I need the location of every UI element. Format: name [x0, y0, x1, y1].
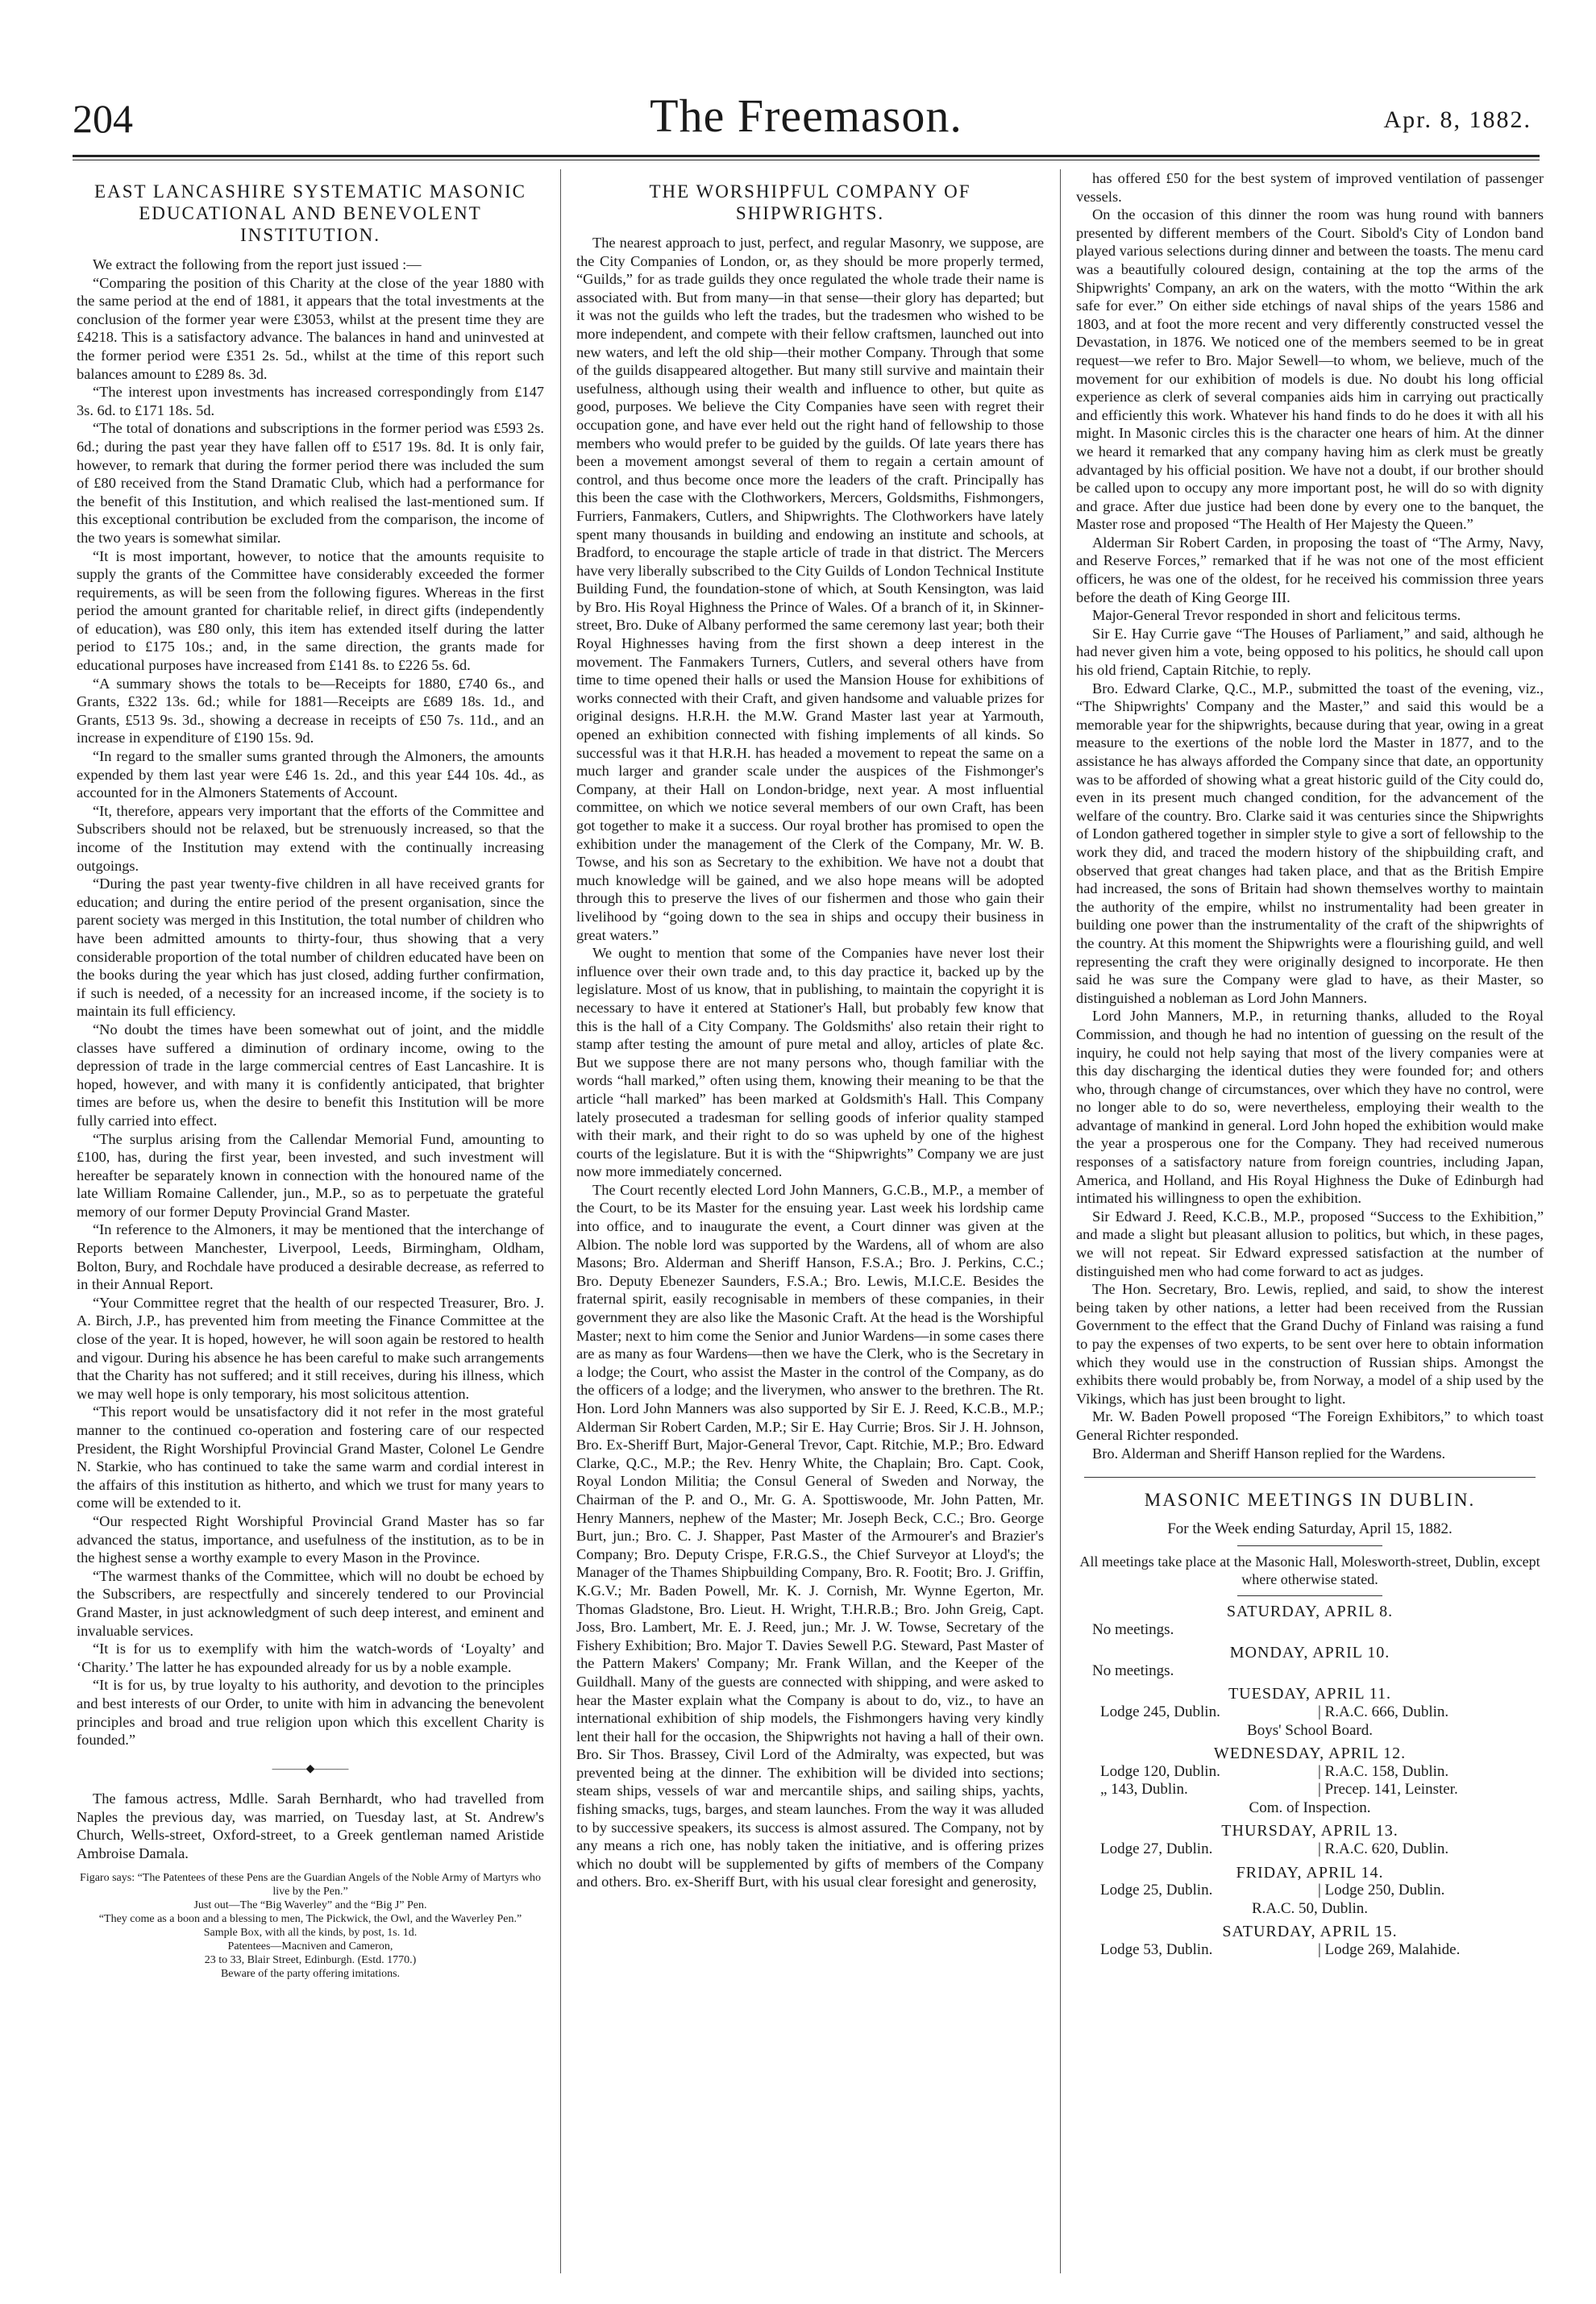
paragraph: Bro. Alderman and Sheriff Hanson replied for the Wardens. [1092, 1445, 1446, 1462]
dublin-meetings-list [1076, 1603, 1544, 1960]
column-3 [1076, 169, 1544, 2273]
meeting-right: | Precep. 141, Leinster. [1318, 1781, 1458, 1799]
meeting-day: MONDAY, APRIL 10. [1229, 1644, 1390, 1662]
article-body [77, 256, 544, 1749]
column-2 [576, 169, 1044, 2273]
paragraph: We extract the following from the report just issued :— [93, 256, 422, 272]
meeting-left: Lodge 245, Dublin. [1100, 1703, 1220, 1720]
paragraph: Beware of the party offering imitations. [220, 1967, 401, 1980]
paragraph: “The surplus arising from the Callendar Memorial Fund, amounting to £100, has, during the first year, been invested, and such investment will hereafter be separately known in connection with the honoured name of the late William Romaine Callender, jun., M.P., so as to perpetuate the grateful memory of our former Deputy Provincial Grand Master. [77, 1130, 544, 1220]
paragraph: Alderman Sir Robert Carden, in proposing the toast of “The Army, Navy, and Reserve Forces,” remarked that if he was not one of the most efficient officers, he was one of the oldest, for he received his commission three years before the death of King George III. [1076, 534, 1544, 605]
meeting-day: TUESDAY, APRIL 11. [1228, 1685, 1392, 1703]
paragraph: The Hon. Secretary, Bro. Lewis, replied, and said, to show the interest being taken by other nations, a letter had been received from the Russian Government to the effect that the Grand Duchy of Finland was raising a fund to pay the expenses of two experts, to be sent over here to obtain information which they would use in the construction of Russian ships. Amongst the exhibits there would probably be, from Norway, a model of a ship used by the Vikings, which has just been brought to light. [1076, 1281, 1544, 1407]
paragraph: Sir Edward J. Reed, K.C.B., M.P., proposed “Success to the Exhibition,” and made a slight but pleasant allusion to politics, but which, in these pages, we will not repeat. Sir Edward expressed satisfaction at the number of distinguished men who had come forward to act as judges. [1076, 1208, 1544, 1279]
dublin-intro: All meetings take place at the Masonic Hall, Molesworth-street, Dublin, except where otherwise stated. [1079, 1553, 1540, 1588]
paragraph: “In regard to the smaller sums granted through the Almoners, the amounts expended by them last year were £46 1s. 2d., and this year £44 10s. 4d., as accounted for in the Almoners Statements of Account. [77, 748, 544, 801]
meeting-extra: Boys' School Board. [1247, 1721, 1373, 1739]
article-heading: THE WORSHIPFUL COMPANY OF SHIPWRIGHTS. [649, 181, 971, 223]
meeting-row [1076, 1781, 1544, 1799]
meeting-day: SATURDAY, APRIL 8. [1226, 1602, 1394, 1620]
separator: ———◆——— [272, 1762, 349, 1775]
meeting-day: SATURDAY, APRIL 15. [1222, 1923, 1398, 1941]
section-rule [1084, 1477, 1536, 1478]
paragraph: On the occasion of this dinner the room was hung round with banners presented by different members of the Court. Sibold's City of London band played various selections during dinner and between the toasts. The menu card was a beautifully coloured design, containing at the top the arms of the Shipwrights' Company, an ark on the waters, with the motto “Within the ark safe for ever.” On either side etchings of naval ships of the years 1586 and 1803, and at foot the more recent and very differently constructed vessel the Devastation, in 1876. We noticed one of the members seemed to be in great request—we refer to Bro. Major Sewell—to whom, we believe, much of the movement for our exhibition of models is due. No doubt his long official experience as clerk of several companies aids him in carrying out practically and efficiently this work. Whatever his hand finds to do he does it with all his might. In Masonic circles this is the character one hears of him. At the dinner we heard it remarked that any company having him as clerk must be greatly advantaged by his official position. We have not a doubt, if our brother should be called upon to occupy any more important post, he will do so with dignity and grace. After due justice had been done by every one to the banquet, the Master rose and proposed “The Health of Her Majesty the Queen.” [1076, 206, 1544, 533]
article-body [576, 234, 1044, 1891]
paragraph: “This report would be unsatisfactory did it not refer in the most grateful manner to the continued co-operation and fostering care of our respected President, the Right Worshipful Provincial Grand Master, Colonel Le Gendre N. Starkie, who has continued to take the same warm and cordial interest in the affairs of this institution as hitherto, and which we trust for many years to come will be extended to it. [77, 1404, 544, 1512]
meeting-right: | R.A.C. 158, Dublin. [1318, 1762, 1449, 1780]
page-number: 204 [73, 96, 133, 141]
no-meetings: No meetings. [1092, 1661, 1174, 1679]
paragraph: “In reference to the Almoners, it may be mentioned that the interchange of Reports between Manchester, Liverpool, Leeds, Birmingham, Oldham, Bolton, Bury, and Rochdale have produced a desirable decrease, as referred to in their Annual Report. [77, 1221, 544, 1293]
paragraph: “It, therefore, appears very important that the efforts of the Committee and Subscribers should not be relaxed, but be strenuously increased, so that the income of the Institution may extend with the continually increasing outgoings. [77, 802, 544, 874]
meeting-extra: R.A.C. 50, Dublin. [1251, 1899, 1369, 1917]
newspaper-page [48, 89, 1564, 2281]
meeting-left: Lodge 25, Dublin. [1100, 1882, 1213, 1899]
paragraph: “The total of donations and subscriptions in the former period was £593 2s. 6d.; during the past year they have fallen off to £517 19s. 8d. It is only fair, however, to remark that during the former period there was included the sum of £80 received from the Stand Dramatic Club, which had a performance for the benefit of this Institution, and which realised the last-mentioned sum. If this exceptional contribution be excluded from the comparison, the income of the two years is somewhat similar. [77, 420, 544, 546]
paragraph: Mr. W. Baden Powell proposed “The Foreign Exhibitors,” to which toast General Richter responded. [1076, 1408, 1544, 1443]
masthead-rule [73, 155, 1540, 157]
paragraph: Bro. Edward Clarke, Q.C., M.P., submitted the toast of the evening, viz., “The Shipwrights' Company and the Master,” and said this would be a memorable year for the shipwrights, because during that year, owing in a great measure to the exertions of the noble lord the Master in 1877, and to the assistance he has always afforded the Company since that date, an opportunity was to be afforded of showing what a great historic guild of the City could do, even in its present much changed condition, for the advancement of the welfare of the country. Bro. Clarke said it was centuries since the Shipwrights of London gathered together in simpler style to give a sort of fellowship to the work they did, and traced the modern history of the shipbuilding craft, and observed that great changes had taken place, and that as the British Empire had increased, the sons of Britain had shown themselves worthy to maintain the authority of the empire, whilst no instrumentality had been greater in building one power than the instrumentality of the craft of the shipwrights of the country. At this moment the Shipwrights were a flourishing guild, and well representing the craft they were originally designed to incorporate. He then said he was sure the Company were glad to have, as their Master, so distinguished a nobleman as Lord John Manners. [1076, 680, 1544, 1006]
meeting-row [1076, 1941, 1544, 1960]
paragraph: “Our respected Right Worshipful Provincial Grand Master has so far advanced the status, importance, and usefulness of the institution, as to be in the highest sense a worthy example to every Mason in the Province. [77, 1512, 544, 1566]
masthead [48, 89, 1564, 153]
paragraph: Sir E. Hay Currie gave “The Houses of Parliament,” and said, although he had never given him a vote, being opposed to his politics, he should call upon his old friend, Captain Ritchie, to reply. [1076, 625, 1544, 679]
advertisement [77, 1871, 544, 1981]
paragraph: Patentees—Macniven and Cameron, [227, 1940, 393, 1953]
article-heading: EAST LANCASHIRE SYSTEMATIC MASONIC EDUCATIONAL AND BENEVOLENT INSTITUTION. [94, 181, 526, 245]
paragraph: “A summary shows the totals to be—Receipts for 1880, £740 6s., and Grants, £322 13s. 6d.; while for 1881—Receipts are £689 18s. 1d., and Grants, £513 9s. 3d., showing a decrease in receipts of £50 7s. 11d., and an increase in expenditure of £190 15s. 9d. [77, 675, 544, 747]
meeting-extra: Com. of Inspection. [1249, 1799, 1371, 1816]
paragraph: The Court recently elected Lord John Manners, G.C.B., M.P., a member of the Court, to be its Master for the ensuing year. Last week his lordship came into office, and to inaugurate the event, a Court dinner was given at the Albion. The noble lord was supported by the Wardens, all of whom are also Masons; Bro. Alderman and Sheriff Hanson, F.S.A.; Bro. J. Perkins, C.C.; Bro. Deputy Ebenezer Saunders, F.S.A.; Bro. Lewis, M.I.C.E. Besides the fraternal spirit, easily recognisable in members of these companies, in their government they are also like the Masonic Craft. At the head is the Worshipful Master; next to him come the Senior and Junior Wardens—in some cases there are as many as four Wardens—then we have the Clerk, who is the Secretary in a lodge; the Court, who assist the Master in the control of the Company, as do the officers of a lodge; and the liverymen, who answer to the brethren. The Rt. Hon. Lord John Manners was also supported by Sir E. J. Reed, K.C.B., M.P.; Alderman Sir Robert Carden, M.P.; Sir E. Hay Currie; Bros. Sir J. H. Johnson, Bro. Ex-Sheriff Burt, Major-General Trevor, Capt. Ritchie, M.P.; Bro. Edward Clarke, Q.C., M.P.; the Rev. Henry White, the Chaplain; Bro. Capt. Cook, Royal London Militia; the Consul General of Sweden and Norway, the Chairman of the P. and O., Mr. G. A. Spottiswoode, Mr. John Patten, Mr. Henry Manners, nephew of the Master; Mr. Joseph Beck, C.C.; Bro. George Burt, jun.; Bro. C. J. Shapper, Past Master of the Armourer's and Brazier's Company; Bro. Deputy Crispe, F.R.G.S., the Chief Surveyor at Lloyd's; the Manager of the Thames Shipbuilding Company, Bro. R. Footit; Bro. J. Griffin, K.G.V.; Mr. Baden Powell, Mr. K. J. Cornish, Mr. Wynne Egerton, Mr. Thomas Gladstone, Bro. Lieut. H. Wright, T.H.R.B.; Bro. John Greig, Capt. Joss, Bro. Lambert, Mr. E. J. Reed, jun.; Mr. J. W. Towse, Secretary of the Fishery Exhibition; Bro. Major T. Davies Sewell P.G. Steward, Past Master of the Pattern Makers' Company; Mr. Frank Willan, and the Keeper of the Guildhall. Many of the guests are connected with shipping, and were asked to hear the Master explain what the Company is about to do, viz., to have an international exhibition of ship models, the Fishmongers having very kindly lent their hall for the occasion, the Shipwrights not having a hall of their own. Bro. Sir Thos. Brassey, Civil Lord of the Admiralty, was expected, but was prevented being at the dinner. The exhibition will be divided into sections; steam ships, vessels of war and mercantile ships, and sailing ships, yachts, fishing smacks, tugs, barges, and steam launches. From the way it was alluded to by successive speakers, its success is almost assured. The Company, not by any means a rich one, has nobly taken the initiative, and is offering prizes which no doubt will be supplemented by gifts of members of the Company and others. Bro. ex-Sheriff Burt, with his usual clear foresight and generosity, [576, 1181, 1044, 1890]
meeting-day: THURSDAY, APRIL 13. [1221, 1822, 1399, 1840]
meeting-left: Lodge 27, Dublin. [1100, 1840, 1213, 1858]
news-note: The famous actress, Mdlle. Sarah Bernhardt, who had travelled from Naples the previous day, was married, on Tuesday last, at St. Andrew's Church, Wells-street, Oxford-street, to a Greek gentleman named Aristide Ambroise Damala. [77, 1790, 544, 1862]
column-1 [77, 169, 544, 2273]
issue-date: Apr. 8, 1882. [1383, 106, 1532, 133]
paragraph: “No doubt the times have been somewhat out of joint, and the middle classes have suffered a diminution of ordinary income, owing to the depression of trade in the large commercial centres of East Lancashire. It is hoped, however, and with many it is confidently anticipated, that brighter times are before us, when the desire to benefit this Institution will be more fully carried into effect. [77, 1021, 544, 1129]
column-divider [1060, 169, 1061, 2273]
meeting-row [1076, 1763, 1544, 1782]
paragraph: Sample Box, with all the kinds, by post, 1s. 1d. [203, 1926, 418, 1939]
paragraph: “It is for us to exemplify with him the watch-words of ‘Loyalty’ and ‘Charity.’ The latter he has expounded already for us by a noble example. [77, 1641, 544, 1675]
paragraph: Major-General Trevor responded in short and felicitous terms. [1092, 607, 1461, 624]
section-rule [1237, 1595, 1382, 1596]
paragraph: “It is for us, by true loyalty to his authority, and devotion to the principles and best interests of our Order, to unite with him in advancing the benevolent principles and broad and true religion upon which this excellent Charity is founded.” [77, 1677, 544, 1749]
meeting-row [1076, 1703, 1544, 1722]
dublin-subheading: For the Week ending Saturday, April 15, 1882. [1167, 1520, 1453, 1538]
meeting-left: Lodge 120, Dublin. [1100, 1762, 1220, 1780]
no-meetings: No meetings. [1092, 1620, 1174, 1638]
paragraph: 23 to 33, Blair Street, Edinburgh. (Estd. 1770.) [204, 1953, 417, 1966]
meeting-left: Lodge 53, Dublin. [1100, 1941, 1213, 1959]
paragraph: “It is most important, however, to notice that the amounts requisite to supply the grants of the Committee have considerably exceeded the former requirements, as will be seen from the following figures. Whereas in the first period the amount granted for charitable relief, in direct gifts (independently of education), was £80 only, this item has extended itself during the latter period to £175 10s.; and, in the same direction, the grants made for educational purposes have increased from £141 8s. to £226 5s. 6d. [77, 547, 544, 674]
dublin-heading: MASONIC MEETINGS IN DUBLIN. [1144, 1490, 1476, 1511]
paragraph: “They come as a boon and a blessing to men, The Pickwick, the Owl, and the Waverley Pen.” [98, 1912, 522, 1925]
paragraph: “The warmest thanks of the Committee, which will no doubt be echoed by the Subscribers, are respectfully and sincerely tendered to our Provincial Grand Master, in just acknowledgment of such deep interest, and eminent and invaluable services. [77, 1567, 544, 1639]
meeting-day: FRIDAY, APRIL 14. [1236, 1863, 1384, 1882]
meeting-row [1076, 1840, 1544, 1859]
paragraph: Just out—The “Big Waverley” and the “Big J” Pen. [193, 1899, 427, 1911]
paragraph: We ought to mention that some of the Companies have never lost their influence over their own trade and, to this day practice it, backed up by the legislature. Most of us know, that in publishing, to maintain the copyright it is necessary to have it entered at Stationer's Hall, but probably few know that this is the hall of a City Company. The Goldsmiths' also retain their right to stamp after testing the amount of pure metal and alloy, articles of plate &c. But we suppose there are not many persons who, though familiar with the words “hall marked,” often using them, knowing their meaning to be that the article “hall marked” has been marked at Goldsmith's Hall. This Company lately prosecuted a tradesman for selling goods of inferior quality stamped with their mark, and their right to do so was upheld by one of the highest courts of the legislature. But it is with the “Shipwrights” Company we are just now more immediately concerned. [576, 945, 1044, 1180]
paragraph: “The interest upon investments has increased correspondingly from £147 3s. 6d. to £171 18s. 5d. [77, 384, 544, 418]
meeting-right: | Lodge 250, Dublin. [1318, 1882, 1445, 1899]
meeting-left: „ 143, Dublin. [1100, 1781, 1188, 1799]
paragraph: Figaro says: “The Patentees of these Pens are the Guardian Angels of the Noble Army of Martyrs who live by the Pen.” [80, 1871, 541, 1898]
meeting-right: | R.A.C. 620, Dublin. [1318, 1840, 1449, 1858]
article-body-continued [1076, 169, 1544, 1462]
paragraph: “During the past year twenty-five children in all have received grants for education; and during the entire period of the present organisation, since the parent society was merged in this Institution, the total number of children who have been admitted amounts to thirty-four, thus showing that a very considerable proportion of the total number of children educated have been on the books during the year which has just closed, adding further confirmation, if such is needed, of a necessity for an increased income, if the society is to maintain its full efficiency. [77, 875, 544, 1020]
section-rule [1237, 1545, 1382, 1546]
meeting-day: WEDNESDAY, APRIL 12. [1213, 1745, 1407, 1763]
paragraph: Lord John Manners, M.P., in returning thanks, alluded to the Royal Commission, and though he had no intention of guessing on the result of the inquiry, he could not help saying that most of the livery companies were at this day discharging the identical duties they were founded for; and others who, through change of circumstances, over which they have no control, were no longer able to do so, were nevertheless, employing their wealth to the advantage of mankind in general. Lord John hoped the exhibition would make the year a prosperous one for the Company. They had received numerous responses of a satisfactory nature from foreign countries, including Japan, America, and Holland, and His Royal Highness the Duke of Edinburgh had intimated his willingness to open the exhibition. [1076, 1008, 1544, 1207]
meeting-row [1076, 1882, 1544, 1900]
newspaper-title: The Freemason. [650, 89, 962, 142]
meeting-right: | Lodge 269, Malahide. [1318, 1941, 1461, 1959]
paragraph: The nearest approach to just, perfect, and regular Masonry, we suppose, are the City Companies of London, or, as they should be more properly termed, “Guilds,” for as trade guilds they once regulated the whole trade their name is associated with. But from many—in that sense—their glory has departed; but it was not the guilds who left the trades, but the tradesmen who wished to be more independent, and compete with their fellow craftsmen, launched out into new waters, and left the old ship—their mother Company. Through that some of the guilds disappeared altogether. But many still survive and maintain their usefulness, although using their wealth and influence to other, but quite as good, purposes. We believe the City Companies have seen with regret their occupation gone, and have ever held out the right hand of fellowship to those members who would prefer to be guided by the guilds. Of late years there has been a movement amongst several of them to regain a certain amount of control, and thus become once more the leaders of the craft. Principally has this been the case with the Clothworkers, Mercers, Goldsmiths, Fishmongers, Furriers, Fanmakers, Cutlers, and Shipwrights. The Clothworkers have lately spent many thousands in building and endowing an institute and schools, at Bradford, to encourage the staple article of trade in that district. The Mercers have very liberally subscribed to the City Guilds of London Technical Institute Building Fund, the foundation-stone of which, at South Kensington, was laid by Bro. His Royal Highness the Prince of Wales. Of a branch of it, in Skinner-street, Bro. Duke of Albany performed the same ceremony last year; both their Royal Highnesses having from the first shown a deep interest in the movement. The Fanmakers Turners, Cutlers, and several others have from time to time opened their halls or used the Mansion House for exhibitions of works connected with their Craft, and given handsome and valuable prizes for original designs. H.R.H. the M.W. Grand Master last year at Yarmouth, opened an exhibition connected with fishing implements of all kinds. So successful was it that H.R.H. has headed a movement to repeat the same on a much larger and grander scale under the auspices of the Fishmonger's Company, at their Hall on London-bridge, next year. A most influential committee, on which we notice several members of our own Craft, has been got together to make it a success. Our royal brother has promised to open the exhibition under the management of the Clerk of the Company, Mr. W. B. Towse, and his son as Secretary to the exhibition. We have not a doubt that much knowledge will be gained, and we also hope means will be adopted through this to preserve the lives of our fishermen and those who gain their livelihood by “going down to the sea in ships and occupy their business in great waters.” [576, 235, 1044, 943]
meeting-right: | R.A.C. 666, Dublin. [1318, 1703, 1449, 1720]
paragraph: “Your Committee regret that the health of our respected Treasurer, Bro. J. A. Birch, J.P., has prevented him from meeting the Finance Committee at the close of the year. It is hoped, however, he will soon again be restored to health and vigour. During his absence he has been careful to make such arrangements that the Charity has not suffered; and it still receives, during his illness, which we may well hope is only temporary, his most solicitous attention. [77, 1294, 544, 1402]
paragraph: “Comparing the position of this Charity at the close of the year 1880 with the same period at the end of 1881, it appears that the total investments at the conclusion of the former year were £3053, whilst at the present time they are £4218. This is a satisfactory advance. The balances in hand and uninvested at the former period were £351 2s. 5d., whilst at the time of this report such balances amount to £289 8s. 3d. [77, 274, 544, 382]
paragraph: has offered £50 for the best system of improved ventilation of passenger vessels. [1076, 170, 1544, 205]
column-divider [560, 169, 561, 2273]
